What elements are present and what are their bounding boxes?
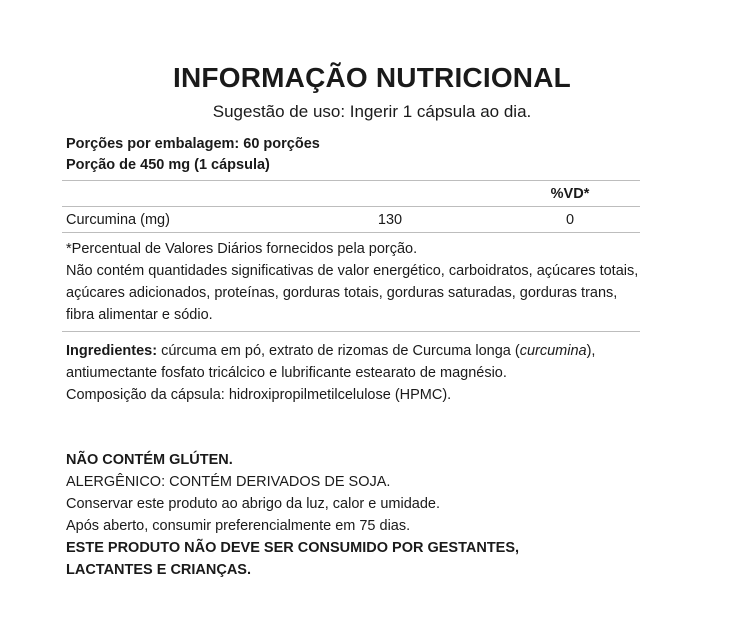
divider-top <box>62 180 640 181</box>
gluten-warning: NÃO CONTÉM GLÚTEN. <box>66 452 233 468</box>
warnings-block <box>66 449 666 581</box>
nutrient-name: Curcumina (mg) <box>66 212 170 228</box>
ingredients-text <box>66 340 641 384</box>
label-title: INFORMAÇÃO NUTRICIONAL <box>173 62 571 93</box>
storage-instructions: Conservar este produto ao abrigo da luz, calor e umidade. <box>66 496 440 512</box>
servings-per-package: Porções por embalagem: 60 porções <box>66 136 320 152</box>
ingredients-part-2: ), antiumectante fosfato tricálcico e lubrificante estearato de magnésio. <box>66 343 596 381</box>
portion-size: Porção de 450 mg (1 cápsula) <box>66 157 270 173</box>
ingredients-label: Ingredientes: <box>66 343 158 359</box>
divider-footnote <box>62 331 640 332</box>
vd-column-header: %VD* <box>550 186 590 202</box>
after-opening: Após aberto, consumir preferencialmente em 75 dias. <box>66 518 411 534</box>
pregnancy-warning: ESTE PRODUTO NÃO DEVE SER CONSUMIDO POR GESTANTES, LACTANTES E CRIANÇAS. <box>66 540 520 578</box>
divider-header <box>62 206 640 207</box>
allergen-warning: ALERGÊNICO: CONTÉM DERIVADOS DE SOJA. <box>66 474 391 490</box>
footnote <box>66 238 641 326</box>
ingredients-italic: curcumina <box>519 343 587 359</box>
usage-suggestion: Sugestão de uso: Ingerir 1 cápsula ao dia. <box>212 102 532 121</box>
ingredients-part-1: cúrcuma em pó, extrato de rizomas de Curcuma longa ( <box>157 343 520 359</box>
nutrient-amount: 130 <box>377 212 403 228</box>
ingredients-block <box>66 340 641 406</box>
footnote-not-significant: Não contém quantidades significativas de valor energético, carboidratos, açúcares totais, açúcares adicionados, proteínas, gorduras totais, gorduras saturadas, gorduras trans, fibra alimentar e sódio. <box>66 263 639 323</box>
footnote-vd: *Percentual de Valores Diários fornecidos pela porção. <box>66 241 418 257</box>
nutrient-vd: 0 <box>565 212 575 228</box>
capsule-composition: Composição da cápsula: hidroxipropilmetilcelulose (HPMC). <box>66 387 452 403</box>
divider-row <box>62 232 640 233</box>
servings-info <box>66 134 320 176</box>
